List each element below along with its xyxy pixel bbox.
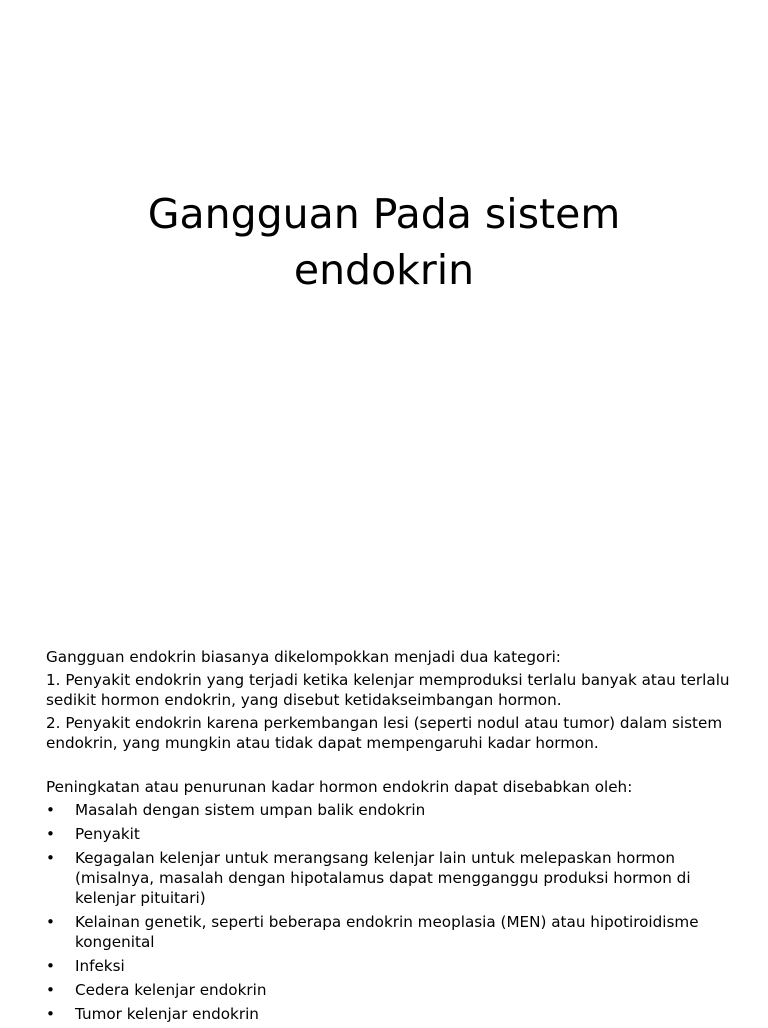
list-item-text: Tumor kelenjar endokrin (75, 1005, 259, 1023)
list-item-text: Infeksi (75, 957, 125, 975)
list-item-text: Masalah dengan sistem umpan balik endokrin (75, 801, 426, 819)
list-item-text: Cedera kelenjar endokrin (75, 981, 267, 999)
intro-text: Gangguan endokrin biasanya dikelompokkan menjadi dua kategori: (46, 648, 561, 666)
slide-title (0, 186, 768, 298)
list-item-text: Kelainan genetik, seperti beberapa endokrin meoplasia (MEN) atau hipotiroidisme kongenital (75, 913, 699, 951)
category-item-2: 2. Penyakit endokrin karena perkembangan lesi (seperti nodul atau tumor) dalam sistem endokrin, yang mungkin atau tidak dapat mempengaruhi kadar hormon. (46, 714, 723, 752)
list-item (46, 848, 746, 908)
causes-intro-text: Peningkatan atau penurunan kadar hormon endokrin dapat disebabkan oleh: (46, 778, 633, 796)
list-item-text: Penyakit (75, 825, 140, 843)
category-item-1: 1. Penyakit endokrin yang terjadi ketika kelenjar memproduksi terlalu banyak atau terlalu sedikit hormon endokrin, yang disebut ketidakseimbangan hormon. (46, 671, 730, 709)
list-item (46, 1004, 746, 1024)
list-item-text: Kegagalan kelenjar untuk merangsang kelenjar lain untuk melepaskan hormon (misalnya, masalah dengan hipotalamus dapat mengganggu produksi hormon di kelenjar pituitari) (75, 849, 691, 907)
list-item (46, 912, 746, 952)
bullet-icon: • (46, 913, 55, 931)
list-item (46, 824, 746, 844)
list-item (46, 800, 746, 820)
list-item (46, 956, 746, 976)
slide-title-line-2: endokrin (293, 246, 475, 294)
slide-body (46, 647, 746, 1028)
bullet-icon: • (46, 849, 55, 867)
bullet-icon: • (46, 1005, 55, 1023)
bullet-icon: • (46, 981, 55, 999)
bullet-icon: • (46, 825, 55, 843)
bullet-icon: • (46, 957, 55, 975)
bullet-icon: • (46, 801, 55, 819)
list-item (46, 980, 746, 1000)
causes-list (46, 800, 746, 1024)
slide-title-line-1: Gangguan Pada sistem (147, 190, 621, 238)
